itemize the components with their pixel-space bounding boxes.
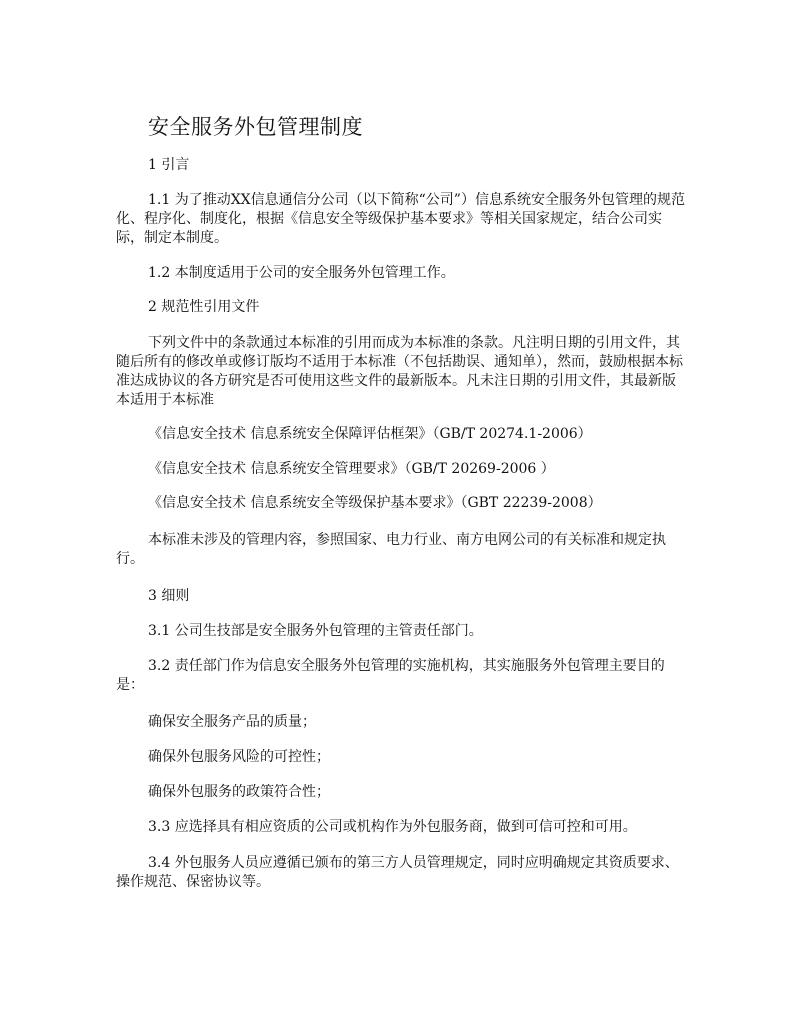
section-1-heading: 1 引言 xyxy=(148,157,190,173)
reference-item-1: 《信息安全技术 信息系统安全保障评估框架》（GB/T 20274.1-2006） xyxy=(148,426,592,442)
goal-item-risk: 确保外包服务风险的可控性； xyxy=(148,749,330,765)
paragraph-1-2: 1.2 本制度适用于公司的安全服务外包管理工作。 xyxy=(148,265,455,281)
reference-item-2: 《信息安全技术 信息系统安全管理要求》（GB/T 20269-2006 ） xyxy=(148,461,555,477)
paragraph-1-1: 1.1 为了推动XX信息通信分公司（以下简称“公司”）信息系统安全服务外包管理的规范化、程序化、制度化，根据《信息安全等级保护基本要求》等相关国家规定，结合公司实际，制定本制度。 xyxy=(116,192,685,246)
paragraph-2-note: 本标准未涉及的管理内容，参照国家、电力行业、南方电网公司的有关标准和规定执行。 xyxy=(116,532,666,567)
paragraph-3-4: 3.4 外包服务人员应遵循已颁布的第三方人员管理规定，同时应明确规定其资质要求、操作规范、保密协议等。 xyxy=(116,855,679,890)
goal-item-quality: 确保安全服务产品的质量； xyxy=(148,714,316,730)
paragraph-3-1: 3.1 公司生技部是安全服务外包管理的主管责任部门。 xyxy=(148,623,483,639)
paragraph-3-3: 3.3 应选择具有相应资质的公司或机构作为外包服务商，做到可信可控和可用。 xyxy=(148,819,637,835)
paragraph-3-2: 3.2 责任部门作为信息安全服务外包管理的实施机构，其实施服务外包管理主要目的是： xyxy=(116,658,665,693)
document-title: 安全服务外包管理制度 xyxy=(148,115,363,139)
paragraph-2-intro: 下列文件中的条款通过本标准的引用而成为本标准的条款。凡注明日期的引用文件，其随后所有的修改单或修订版均不适用于本标准（不包括勘误、通知单），然而，鼓励根据本标准达成协议的各方研究是否可使用这些文件的最新版本。凡未注日期的引用文件，其最新版本适用于本标准 xyxy=(116,335,683,408)
goal-item-policy: 确保外包服务的政策符合性； xyxy=(148,784,330,800)
section-2-heading: 2 规范性引用文件 xyxy=(148,299,260,315)
section-3-heading: 3 细则 xyxy=(148,588,190,604)
reference-item-3: 《信息安全技术 信息系统安全等级保护基本要求》（GBT 22239-2008） xyxy=(148,495,602,511)
